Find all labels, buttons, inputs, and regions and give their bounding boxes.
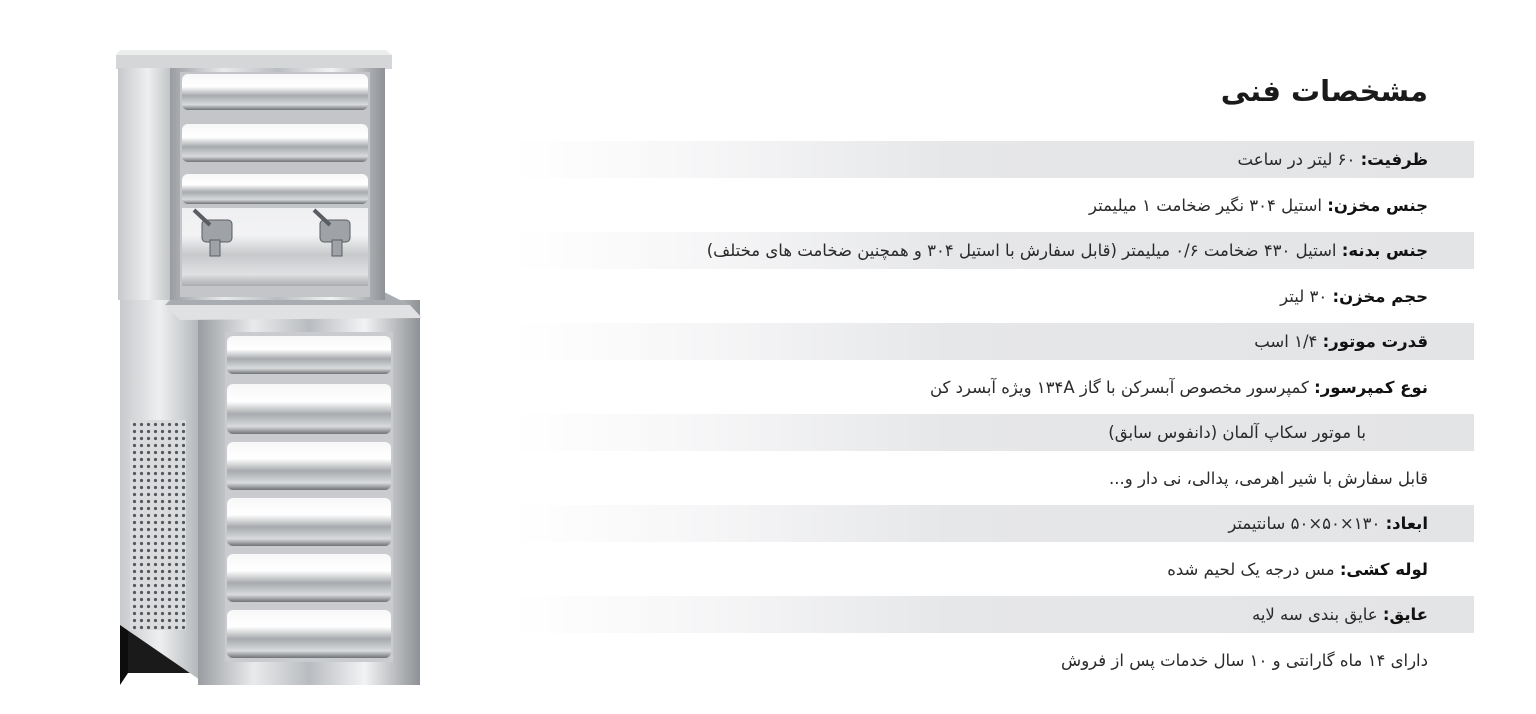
spec-value: با موتور سکاپ آلمان (دانفوس سابق) (1108, 423, 1366, 442)
water-cooler-image (110, 50, 430, 714)
spec-value: مس درجه یک لحیم شده (1167, 559, 1335, 579)
spec-row (514, 551, 1474, 588)
spec-list (514, 141, 1474, 687)
spec-value: ۱/۴ اسب (1254, 332, 1318, 351)
spec-label: جنس بدنه: (1341, 241, 1428, 260)
spec-row (514, 460, 1474, 497)
spec-label: جنس مخزن: (1327, 195, 1428, 215)
spec-value: ۳۰ لیتر (1280, 286, 1328, 306)
spec-value: استیل ۳۰۴ نگیر ضخامت ۱ میلیمتر (1089, 195, 1322, 215)
spec-row (514, 596, 1474, 633)
spec-row (514, 187, 1474, 224)
spec-label: عایق: (1382, 605, 1428, 624)
spec-label: ابعاد: (1385, 514, 1428, 533)
spec-value: کمپرسور مخصوص آبسرکن با گاز ۱۳۴A ویژه آبسرد کن (929, 377, 1309, 397)
spec-value: ۶۰ لیتر در ساعت (1237, 150, 1356, 169)
spec-label: لوله کشی: (1339, 559, 1428, 579)
spec-value: ۱۳۰×۵۰×۵۰ سانتیمتر (1228, 514, 1381, 533)
spec-row (514, 323, 1474, 360)
spec-row (514, 141, 1474, 178)
spec-value: دارای ۱۴ ماه گارانتی و ۱۰ سال خدمات پس از فروش (1061, 650, 1428, 670)
spec-row (514, 505, 1474, 542)
spec-row (514, 278, 1474, 315)
spec-label: قدرت موتور: (1322, 332, 1428, 351)
page-title: مشخصات فنی (1220, 74, 1428, 108)
spec-value: قابل سفارش با شیر اهرمی، پدالی، نی دار و... (1109, 468, 1428, 488)
spec-row (514, 414, 1474, 451)
spec-label: نوع کمپرسور: (1314, 377, 1428, 397)
spec-value: استیل ۴۳۰ ضخامت ۰/۶ میلیمتر (قابل سفارش با استیل ۳۰۴ و همچنین ضخامت های مختلف) (706, 241, 1337, 260)
spec-label: حجم مخزن: (1332, 286, 1428, 306)
spec-row (514, 232, 1474, 269)
spec-row (514, 642, 1474, 679)
spec-value: عایق بندی سه لایه (1251, 605, 1378, 624)
spec-label: ظرفیت: (1360, 150, 1428, 169)
spec-row (514, 369, 1474, 406)
